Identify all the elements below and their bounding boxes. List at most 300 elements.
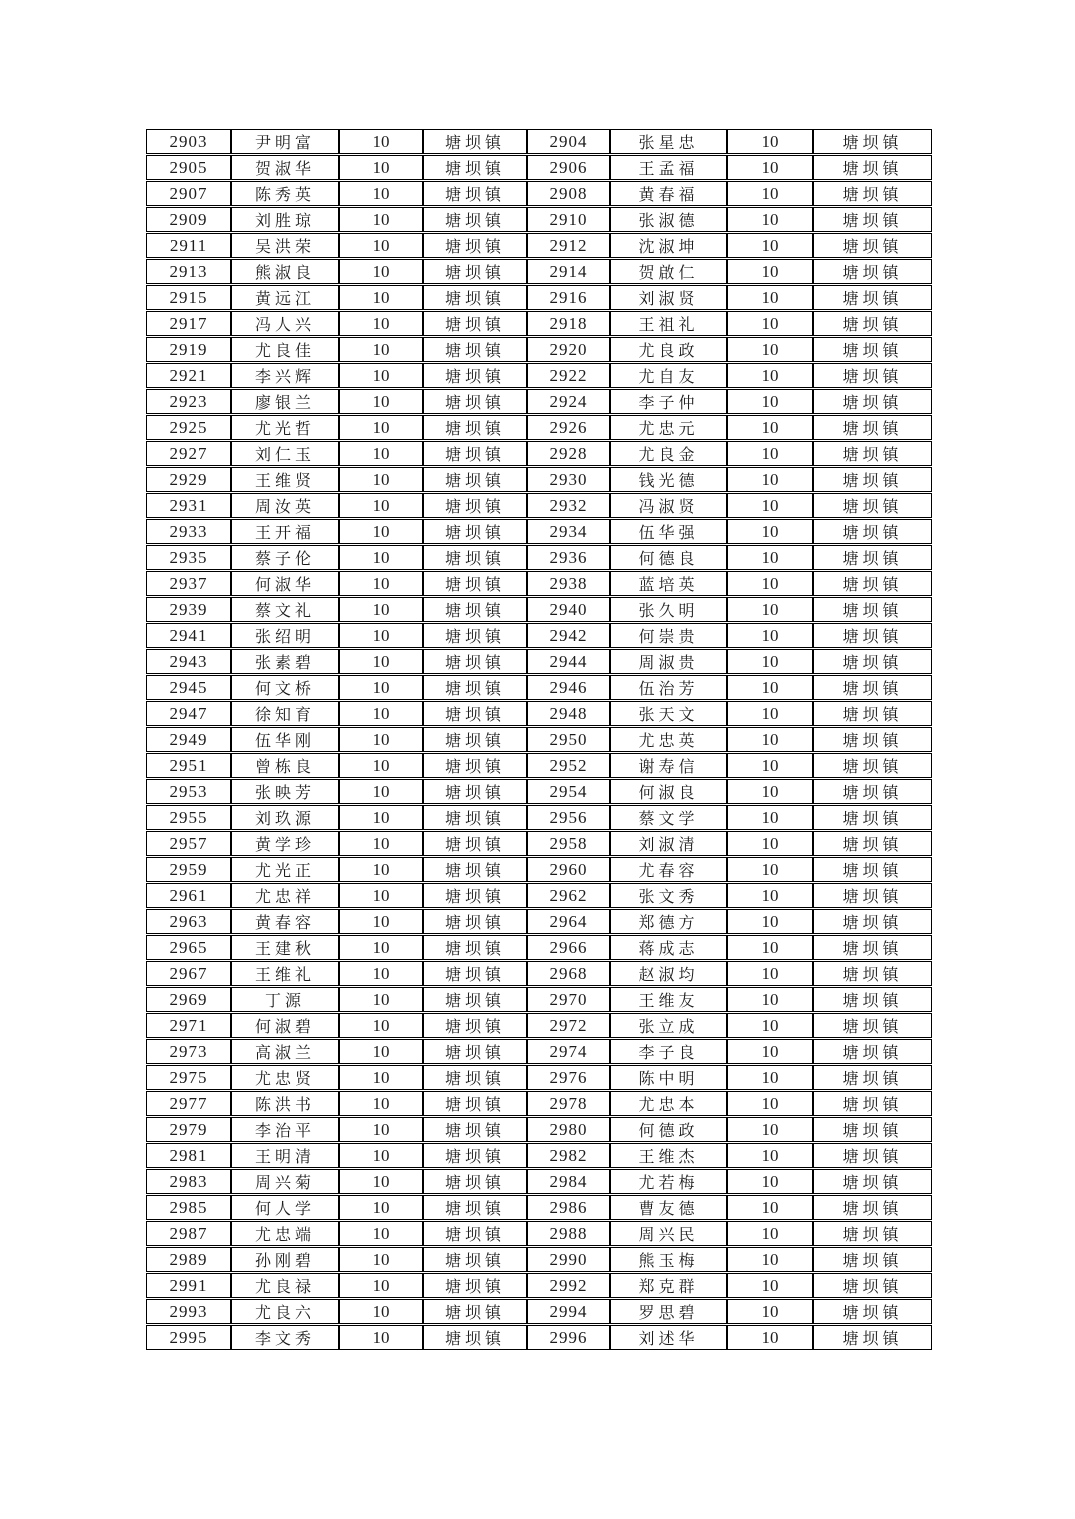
amount-cell: 10 bbox=[727, 545, 813, 570]
town-cell: 塘坝镇 bbox=[423, 1091, 527, 1116]
person-name-cell: 蒋成志 bbox=[610, 935, 727, 960]
person-name-cell: 曾栋良 bbox=[231, 753, 339, 778]
person-name-cell: 尤光正 bbox=[231, 857, 339, 882]
table-row bbox=[146, 519, 932, 544]
town-cell: 塘坝镇 bbox=[813, 701, 932, 726]
amount-cell: 10 bbox=[339, 363, 423, 388]
town-cell: 塘坝镇 bbox=[813, 779, 932, 804]
serial-number-cell: 2990 bbox=[527, 1247, 610, 1272]
town-cell: 塘坝镇 bbox=[813, 675, 932, 700]
person-name-cell: 王建秋 bbox=[231, 935, 339, 960]
town-cell: 塘坝镇 bbox=[423, 129, 527, 154]
serial-number-cell: 2966 bbox=[527, 935, 610, 960]
serial-number-cell: 2964 bbox=[527, 909, 610, 934]
serial-number-cell: 2977 bbox=[146, 1091, 231, 1116]
amount-cell: 10 bbox=[727, 831, 813, 856]
town-cell: 塘坝镇 bbox=[423, 649, 527, 674]
town-cell: 塘坝镇 bbox=[423, 1247, 527, 1272]
amount-cell: 10 bbox=[727, 857, 813, 882]
town-cell: 塘坝镇 bbox=[423, 233, 527, 258]
town-cell: 塘坝镇 bbox=[813, 623, 932, 648]
person-name-cell: 陈中明 bbox=[610, 1065, 727, 1090]
amount-cell: 10 bbox=[339, 935, 423, 960]
town-cell: 塘坝镇 bbox=[813, 571, 932, 596]
town-cell: 塘坝镇 bbox=[423, 1195, 527, 1220]
person-name-cell: 周汝英 bbox=[231, 493, 339, 518]
person-name-cell: 李子良 bbox=[610, 1039, 727, 1064]
amount-cell: 10 bbox=[339, 1065, 423, 1090]
serial-number-cell: 2916 bbox=[527, 285, 610, 310]
amount-cell: 10 bbox=[339, 1299, 423, 1324]
person-name-cell: 廖银兰 bbox=[231, 389, 339, 414]
serial-number-cell: 2983 bbox=[146, 1169, 231, 1194]
person-name-cell: 何崇贵 bbox=[610, 623, 727, 648]
amount-cell: 10 bbox=[727, 389, 813, 414]
amount-cell: 10 bbox=[339, 1221, 423, 1246]
amount-cell: 10 bbox=[727, 753, 813, 778]
amount-cell: 10 bbox=[727, 805, 813, 830]
amount-cell: 10 bbox=[339, 727, 423, 752]
table-row bbox=[146, 831, 932, 856]
amount-cell: 10 bbox=[727, 1247, 813, 1272]
serial-number-cell: 2904 bbox=[527, 129, 610, 154]
person-name-cell: 沈淑坤 bbox=[610, 233, 727, 258]
town-cell: 塘坝镇 bbox=[423, 545, 527, 570]
person-name-cell: 陈洪书 bbox=[231, 1091, 339, 1116]
serial-number-cell: 2953 bbox=[146, 779, 231, 804]
serial-number-cell: 2975 bbox=[146, 1065, 231, 1090]
town-cell: 塘坝镇 bbox=[423, 467, 527, 492]
table-row bbox=[146, 415, 932, 440]
town-cell: 塘坝镇 bbox=[423, 389, 527, 414]
town-cell: 塘坝镇 bbox=[423, 805, 527, 830]
person-name-cell: 熊淑良 bbox=[231, 259, 339, 284]
town-cell: 塘坝镇 bbox=[813, 519, 932, 544]
person-name-cell: 伍治芳 bbox=[610, 675, 727, 700]
table-row bbox=[146, 571, 932, 596]
serial-number-cell: 2956 bbox=[527, 805, 610, 830]
amount-cell: 10 bbox=[339, 1117, 423, 1142]
serial-number-cell: 2913 bbox=[146, 259, 231, 284]
person-name-cell: 尤忠端 bbox=[231, 1221, 339, 1246]
roster-table-body bbox=[146, 129, 932, 1350]
town-cell: 塘坝镇 bbox=[813, 389, 932, 414]
town-cell: 塘坝镇 bbox=[813, 831, 932, 856]
amount-cell: 10 bbox=[727, 961, 813, 986]
table-row bbox=[146, 1299, 932, 1324]
amount-cell: 10 bbox=[727, 1117, 813, 1142]
table-row bbox=[146, 337, 932, 362]
table-row bbox=[146, 1013, 932, 1038]
town-cell: 塘坝镇 bbox=[813, 961, 932, 986]
town-cell: 塘坝镇 bbox=[813, 415, 932, 440]
person-name-cell: 黄远江 bbox=[231, 285, 339, 310]
table-row bbox=[146, 129, 932, 154]
town-cell: 塘坝镇 bbox=[423, 415, 527, 440]
table-row bbox=[146, 1039, 932, 1064]
serial-number-cell: 2993 bbox=[146, 1299, 231, 1324]
table-row bbox=[146, 1195, 932, 1220]
amount-cell: 10 bbox=[727, 285, 813, 310]
serial-number-cell: 2925 bbox=[146, 415, 231, 440]
town-cell: 塘坝镇 bbox=[423, 285, 527, 310]
serial-number-cell: 2971 bbox=[146, 1013, 231, 1038]
town-cell: 塘坝镇 bbox=[813, 1195, 932, 1220]
amount-cell: 10 bbox=[727, 363, 813, 388]
person-name-cell: 谢寿信 bbox=[610, 753, 727, 778]
serial-number-cell: 2947 bbox=[146, 701, 231, 726]
amount-cell: 10 bbox=[339, 519, 423, 544]
person-name-cell: 尤自友 bbox=[610, 363, 727, 388]
town-cell: 塘坝镇 bbox=[813, 311, 932, 336]
town-cell: 塘坝镇 bbox=[813, 129, 932, 154]
person-name-cell: 尤良佳 bbox=[231, 337, 339, 362]
town-cell: 塘坝镇 bbox=[423, 493, 527, 518]
amount-cell: 10 bbox=[339, 1013, 423, 1038]
serial-number-cell: 2992 bbox=[527, 1273, 610, 1298]
town-cell: 塘坝镇 bbox=[423, 1325, 527, 1350]
amount-cell: 10 bbox=[339, 233, 423, 258]
town-cell: 塘坝镇 bbox=[813, 1325, 932, 1350]
serial-number-cell: 2914 bbox=[527, 259, 610, 284]
person-name-cell: 尤忠贤 bbox=[231, 1065, 339, 1090]
serial-number-cell: 2911 bbox=[146, 233, 231, 258]
amount-cell: 10 bbox=[727, 415, 813, 440]
person-name-cell: 郑德方 bbox=[610, 909, 727, 934]
town-cell: 塘坝镇 bbox=[813, 1247, 932, 1272]
town-cell: 塘坝镇 bbox=[813, 883, 932, 908]
serial-number-cell: 2940 bbox=[527, 597, 610, 622]
town-cell: 塘坝镇 bbox=[813, 1299, 932, 1324]
serial-number-cell: 2957 bbox=[146, 831, 231, 856]
person-name-cell: 李文秀 bbox=[231, 1325, 339, 1350]
town-cell: 塘坝镇 bbox=[813, 597, 932, 622]
town-cell: 塘坝镇 bbox=[813, 753, 932, 778]
person-name-cell: 王孟福 bbox=[610, 155, 727, 180]
amount-cell: 10 bbox=[727, 467, 813, 492]
serial-number-cell: 2972 bbox=[527, 1013, 610, 1038]
serial-number-cell: 2912 bbox=[527, 233, 610, 258]
town-cell: 塘坝镇 bbox=[423, 207, 527, 232]
town-cell: 塘坝镇 bbox=[813, 181, 932, 206]
serial-number-cell: 2980 bbox=[527, 1117, 610, 1142]
serial-number-cell: 2936 bbox=[527, 545, 610, 570]
table-row bbox=[146, 1065, 932, 1090]
serial-number-cell: 2918 bbox=[527, 311, 610, 336]
person-name-cell: 刘淑贤 bbox=[610, 285, 727, 310]
amount-cell: 10 bbox=[339, 285, 423, 310]
person-name-cell: 黄春福 bbox=[610, 181, 727, 206]
person-name-cell: 尤良禄 bbox=[231, 1273, 339, 1298]
serial-number-cell: 2944 bbox=[527, 649, 610, 674]
serial-number-cell: 2903 bbox=[146, 129, 231, 154]
table-row bbox=[146, 363, 932, 388]
person-name-cell: 黄学珍 bbox=[231, 831, 339, 856]
serial-number-cell: 2933 bbox=[146, 519, 231, 544]
town-cell: 塘坝镇 bbox=[423, 779, 527, 804]
serial-number-cell: 2909 bbox=[146, 207, 231, 232]
amount-cell: 10 bbox=[727, 1143, 813, 1168]
town-cell: 塘坝镇 bbox=[423, 1065, 527, 1090]
serial-number-cell: 2923 bbox=[146, 389, 231, 414]
serial-number-cell: 2968 bbox=[527, 961, 610, 986]
person-name-cell: 曹友德 bbox=[610, 1195, 727, 1220]
amount-cell: 10 bbox=[727, 727, 813, 752]
person-name-cell: 何淑华 bbox=[231, 571, 339, 596]
person-name-cell: 刘淑清 bbox=[610, 831, 727, 856]
person-name-cell: 蔡子伦 bbox=[231, 545, 339, 570]
person-name-cell: 陈秀英 bbox=[231, 181, 339, 206]
amount-cell: 10 bbox=[339, 675, 423, 700]
town-cell: 塘坝镇 bbox=[423, 909, 527, 934]
town-cell: 塘坝镇 bbox=[813, 155, 932, 180]
town-cell: 塘坝镇 bbox=[813, 857, 932, 882]
town-cell: 塘坝镇 bbox=[423, 961, 527, 986]
table-row bbox=[146, 935, 932, 960]
serial-number-cell: 2907 bbox=[146, 181, 231, 206]
town-cell: 塘坝镇 bbox=[813, 493, 932, 518]
person-name-cell: 张文秀 bbox=[610, 883, 727, 908]
table-row bbox=[146, 597, 932, 622]
town-cell: 塘坝镇 bbox=[423, 337, 527, 362]
serial-number-cell: 2906 bbox=[527, 155, 610, 180]
person-name-cell: 刘胜琼 bbox=[231, 207, 339, 232]
serial-number-cell: 2989 bbox=[146, 1247, 231, 1272]
table-row bbox=[146, 1143, 932, 1168]
table-row bbox=[146, 753, 932, 778]
amount-cell: 10 bbox=[339, 1091, 423, 1116]
serial-number-cell: 2934 bbox=[527, 519, 610, 544]
amount-cell: 10 bbox=[727, 1221, 813, 1246]
serial-number-cell: 2908 bbox=[527, 181, 610, 206]
person-name-cell: 尤光哲 bbox=[231, 415, 339, 440]
table-row bbox=[146, 727, 932, 752]
town-cell: 塘坝镇 bbox=[813, 1039, 932, 1064]
serial-number-cell: 2976 bbox=[527, 1065, 610, 1090]
serial-number-cell: 2962 bbox=[527, 883, 610, 908]
person-name-cell: 黄春容 bbox=[231, 909, 339, 934]
town-cell: 塘坝镇 bbox=[423, 1143, 527, 1168]
serial-number-cell: 2987 bbox=[146, 1221, 231, 1246]
amount-cell: 10 bbox=[339, 753, 423, 778]
amount-cell: 10 bbox=[339, 961, 423, 986]
amount-cell: 10 bbox=[339, 207, 423, 232]
person-name-cell: 张星忠 bbox=[610, 129, 727, 154]
amount-cell: 10 bbox=[339, 415, 423, 440]
serial-number-cell: 2928 bbox=[527, 441, 610, 466]
town-cell: 塘坝镇 bbox=[813, 1169, 932, 1194]
person-name-cell: 王维杰 bbox=[610, 1143, 727, 1168]
serial-number-cell: 2988 bbox=[527, 1221, 610, 1246]
person-name-cell: 丁源 bbox=[231, 987, 339, 1012]
amount-cell: 10 bbox=[339, 1039, 423, 1064]
person-name-cell: 张映芳 bbox=[231, 779, 339, 804]
town-cell: 塘坝镇 bbox=[813, 727, 932, 752]
town-cell: 塘坝镇 bbox=[423, 571, 527, 596]
table-row bbox=[146, 857, 932, 882]
amount-cell: 10 bbox=[339, 987, 423, 1012]
serial-number-cell: 2926 bbox=[527, 415, 610, 440]
town-cell: 塘坝镇 bbox=[423, 987, 527, 1012]
serial-number-cell: 2969 bbox=[146, 987, 231, 1012]
serial-number-cell: 2995 bbox=[146, 1325, 231, 1350]
amount-cell: 10 bbox=[339, 831, 423, 856]
person-name-cell: 钱光德 bbox=[610, 467, 727, 492]
amount-cell: 10 bbox=[727, 519, 813, 544]
serial-number-cell: 2938 bbox=[527, 571, 610, 596]
town-cell: 塘坝镇 bbox=[423, 1273, 527, 1298]
serial-number-cell: 2991 bbox=[146, 1273, 231, 1298]
town-cell: 塘坝镇 bbox=[423, 675, 527, 700]
serial-number-cell: 2939 bbox=[146, 597, 231, 622]
serial-number-cell: 2961 bbox=[146, 883, 231, 908]
town-cell: 塘坝镇 bbox=[813, 1117, 932, 1142]
serial-number-cell: 2941 bbox=[146, 623, 231, 648]
person-name-cell: 周淑贵 bbox=[610, 649, 727, 674]
table-row bbox=[146, 1221, 932, 1246]
amount-cell: 10 bbox=[727, 883, 813, 908]
person-name-cell: 王明清 bbox=[231, 1143, 339, 1168]
person-name-cell: 孙刚碧 bbox=[231, 1247, 339, 1272]
town-cell: 塘坝镇 bbox=[423, 831, 527, 856]
town-cell: 塘坝镇 bbox=[423, 1117, 527, 1142]
amount-cell: 10 bbox=[727, 207, 813, 232]
table-row bbox=[146, 883, 932, 908]
amount-cell: 10 bbox=[339, 649, 423, 674]
town-cell: 塘坝镇 bbox=[423, 155, 527, 180]
town-cell: 塘坝镇 bbox=[813, 337, 932, 362]
amount-cell: 10 bbox=[727, 1195, 813, 1220]
table-row bbox=[146, 545, 932, 570]
person-name-cell: 刘玖源 bbox=[231, 805, 339, 830]
serial-number-cell: 2994 bbox=[527, 1299, 610, 1324]
serial-number-cell: 2973 bbox=[146, 1039, 231, 1064]
table-row bbox=[146, 649, 932, 674]
amount-cell: 10 bbox=[727, 233, 813, 258]
table-row bbox=[146, 311, 932, 336]
amount-cell: 10 bbox=[339, 467, 423, 492]
table-row bbox=[146, 1117, 932, 1142]
serial-number-cell: 2981 bbox=[146, 1143, 231, 1168]
serial-number-cell: 2943 bbox=[146, 649, 231, 674]
town-cell: 塘坝镇 bbox=[423, 753, 527, 778]
person-name-cell: 何德良 bbox=[610, 545, 727, 570]
amount-cell: 10 bbox=[339, 1273, 423, 1298]
amount-cell: 10 bbox=[339, 155, 423, 180]
table-row bbox=[146, 207, 932, 232]
amount-cell: 10 bbox=[727, 909, 813, 934]
table-row bbox=[146, 779, 932, 804]
person-name-cell: 尤良政 bbox=[610, 337, 727, 362]
person-name-cell: 李兴辉 bbox=[231, 363, 339, 388]
town-cell: 塘坝镇 bbox=[813, 1273, 932, 1298]
amount-cell: 10 bbox=[339, 623, 423, 648]
serial-number-cell: 2960 bbox=[527, 857, 610, 882]
person-name-cell: 尤春容 bbox=[610, 857, 727, 882]
amount-cell: 10 bbox=[727, 259, 813, 284]
person-name-cell: 周兴菊 bbox=[231, 1169, 339, 1194]
amount-cell: 10 bbox=[339, 779, 423, 804]
serial-number-cell: 2954 bbox=[527, 779, 610, 804]
town-cell: 塘坝镇 bbox=[813, 233, 932, 258]
table-row bbox=[146, 701, 932, 726]
amount-cell: 10 bbox=[339, 883, 423, 908]
person-name-cell: 李子仲 bbox=[610, 389, 727, 414]
amount-cell: 10 bbox=[727, 1065, 813, 1090]
town-cell: 塘坝镇 bbox=[813, 805, 932, 830]
amount-cell: 10 bbox=[727, 1013, 813, 1038]
serial-number-cell: 2978 bbox=[527, 1091, 610, 1116]
town-cell: 塘坝镇 bbox=[813, 467, 932, 492]
table-row bbox=[146, 467, 932, 492]
person-name-cell: 何淑碧 bbox=[231, 1013, 339, 1038]
serial-number-cell: 2945 bbox=[146, 675, 231, 700]
person-name-cell: 张淑德 bbox=[610, 207, 727, 232]
amount-cell: 10 bbox=[727, 987, 813, 1012]
town-cell: 塘坝镇 bbox=[813, 1221, 932, 1246]
town-cell: 塘坝镇 bbox=[813, 909, 932, 934]
amount-cell: 10 bbox=[727, 571, 813, 596]
amount-cell: 10 bbox=[727, 623, 813, 648]
amount-cell: 10 bbox=[727, 779, 813, 804]
serial-number-cell: 2917 bbox=[146, 311, 231, 336]
serial-number-cell: 2922 bbox=[527, 363, 610, 388]
person-name-cell: 尤良六 bbox=[231, 1299, 339, 1324]
town-cell: 塘坝镇 bbox=[813, 987, 932, 1012]
town-cell: 塘坝镇 bbox=[813, 285, 932, 310]
person-name-cell: 蓝培英 bbox=[610, 571, 727, 596]
person-name-cell: 尤忠元 bbox=[610, 415, 727, 440]
serial-number-cell: 2919 bbox=[146, 337, 231, 362]
serial-number-cell: 2996 bbox=[527, 1325, 610, 1350]
serial-number-cell: 2967 bbox=[146, 961, 231, 986]
table-row bbox=[146, 155, 932, 180]
serial-number-cell: 2910 bbox=[527, 207, 610, 232]
table-row bbox=[146, 389, 932, 414]
serial-number-cell: 2942 bbox=[527, 623, 610, 648]
amount-cell: 10 bbox=[727, 935, 813, 960]
table-row bbox=[146, 1091, 932, 1116]
table-row bbox=[146, 285, 932, 310]
person-name-cell: 伍华强 bbox=[610, 519, 727, 544]
person-name-cell: 何淑良 bbox=[610, 779, 727, 804]
person-name-cell: 贺淑华 bbox=[231, 155, 339, 180]
town-cell: 塘坝镇 bbox=[423, 363, 527, 388]
serial-number-cell: 2935 bbox=[146, 545, 231, 570]
amount-cell: 10 bbox=[727, 1169, 813, 1194]
amount-cell: 10 bbox=[339, 311, 423, 336]
town-cell: 塘坝镇 bbox=[813, 441, 932, 466]
person-name-cell: 刘仁玉 bbox=[231, 441, 339, 466]
person-name-cell: 尤忠祥 bbox=[231, 883, 339, 908]
amount-cell: 10 bbox=[339, 857, 423, 882]
town-cell: 塘坝镇 bbox=[423, 623, 527, 648]
person-name-cell: 张久明 bbox=[610, 597, 727, 622]
amount-cell: 10 bbox=[339, 1143, 423, 1168]
serial-number-cell: 2958 bbox=[527, 831, 610, 856]
person-name-cell: 尤忠本 bbox=[610, 1091, 727, 1116]
table-row bbox=[146, 675, 932, 700]
serial-number-cell: 2949 bbox=[146, 727, 231, 752]
town-cell: 塘坝镇 bbox=[813, 649, 932, 674]
table-row bbox=[146, 909, 932, 934]
town-cell: 塘坝镇 bbox=[423, 1039, 527, 1064]
table-row bbox=[146, 987, 932, 1012]
amount-cell: 10 bbox=[727, 1091, 813, 1116]
amount-cell: 10 bbox=[727, 701, 813, 726]
serial-number-cell: 2963 bbox=[146, 909, 231, 934]
town-cell: 塘坝镇 bbox=[423, 259, 527, 284]
